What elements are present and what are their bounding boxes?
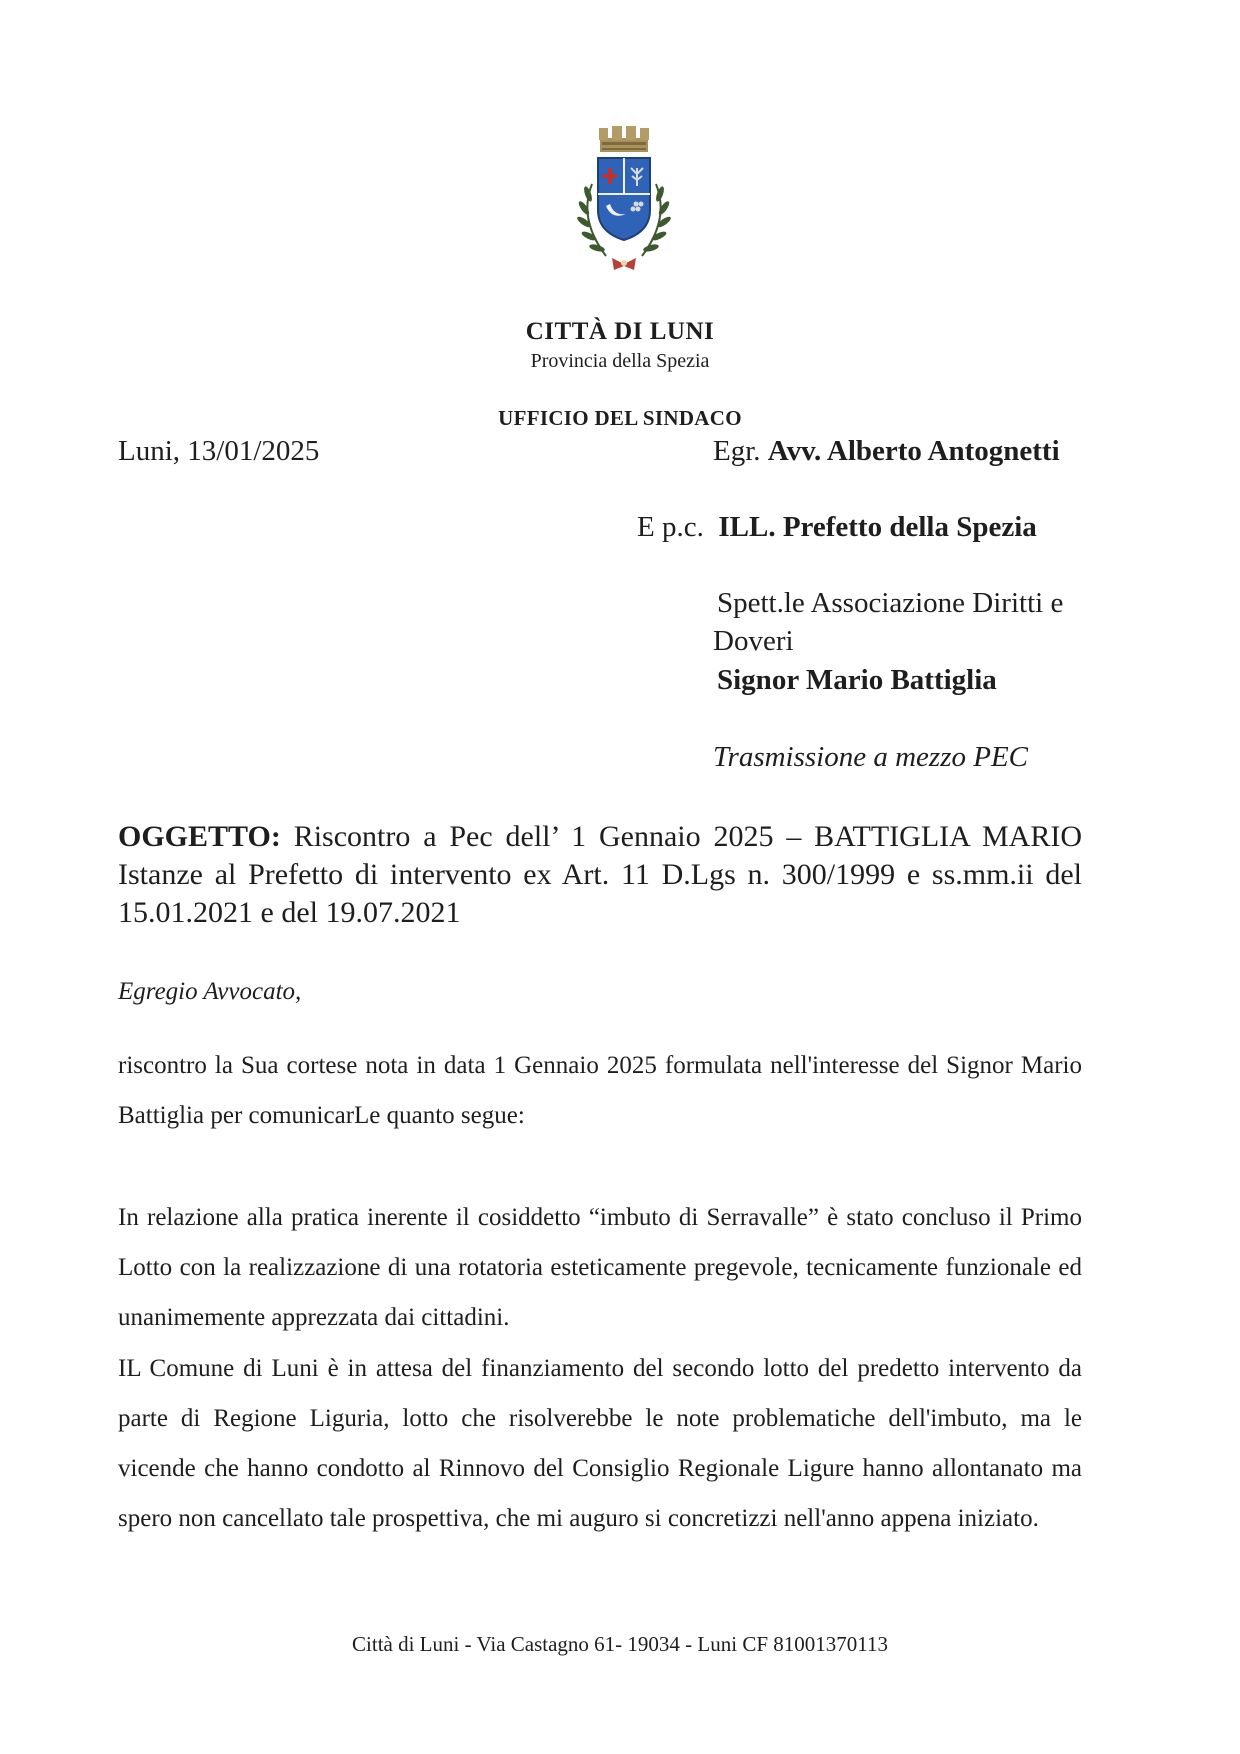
- subject-label: OGGETTO:: [118, 820, 281, 853]
- salutation: Egregio Avvocato,: [118, 978, 302, 1005]
- subject-block: [118, 818, 1082, 932]
- cc-prefix: E p.c.: [637, 511, 704, 543]
- subject-text: Riscontro a Pec dell’ 1 Gennaio 2025 – BATTIGLIA MARIO Istanze al Prefetto di intervento ex Art. 11 D.Lgs n. 300/1999 e ss.mm.ii del 15.01.2021 e del 19.07.2021: [118, 820, 1083, 929]
- transmission-note: Trasmissione a mezzo PEC: [713, 741, 1029, 773]
- mural-crown-icon: [599, 126, 649, 152]
- body-paragraph: riscontro la Sua cortese nota in data 1 Gennaio 2025 formulata nell'interesse del Signor Mario Battiglia per comunicarLe quanto segue:: [118, 1052, 1082, 1129]
- place-date: Luni, 13/01/2025: [118, 435, 320, 467]
- recipient-name: Avv. Alberto Antognetti: [767, 435, 1060, 467]
- body-paragraph: In relazione alla pratica inerente il cosiddetto “imbuto di Serravalle” è stato concluso il Primo Lotto con la realizzazione di una rotatoria esteticamente pregevole, tecnicamente funzionale ed unanimemente apprezzata dai cittadini.: [118, 1204, 1082, 1331]
- coat-of-arms-icon: [572, 124, 676, 280]
- city-name: CITTÀ DI LUNI: [525, 318, 715, 345]
- recipient-person: Signor Mario Battiglia: [717, 664, 997, 696]
- body-paragraph: IL Comune di Luni è in attesa del finanziamento del secondo lotto del predetto intervento da parte di Regione Liguria, lotto che risolverebbe le note problematiche dell'imbuto, ma le vicende che hanno condotto al Rinnovo del Consiglio Regionale Ligure hanno allontanato ma spero non cancellato tale prospettiva, che mi auguro si concretizzi nell'anno appena iniziato.: [118, 1355, 1082, 1532]
- ribbon-icon: [612, 258, 636, 270]
- office-name: UFFICIO DEL SINDACO: [498, 406, 742, 430]
- recipient-association: Spett.le Associazione Diritti e: [717, 587, 1064, 619]
- province-name: Provincia della Spezia: [530, 350, 710, 372]
- cc-name: ILL. Prefetto della Spezia: [718, 511, 1037, 543]
- recipient-association-cont: Doveri: [713, 625, 794, 657]
- recipient-cc: [637, 511, 1037, 544]
- shield-icon: [598, 158, 650, 240]
- recipient-main: [713, 435, 1060, 468]
- recipient-prefix: Egr.: [713, 435, 761, 467]
- footer-address: Città di Luni - Via Castagno 61- 19034 - Luni CF 81001370113: [352, 1632, 888, 1656]
